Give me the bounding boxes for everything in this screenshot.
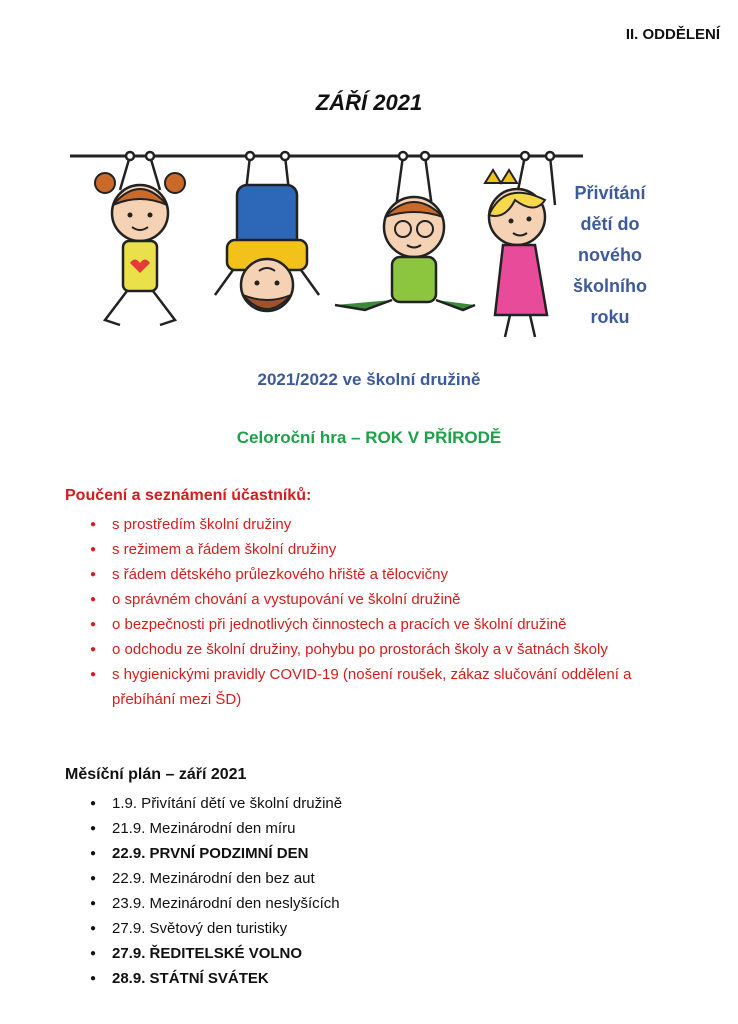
welcome-line: dětí do bbox=[580, 214, 640, 234]
welcome-line: Přivítání bbox=[574, 183, 646, 203]
instructions-list bbox=[90, 512, 650, 712]
plan-item: ● 22.9. PRVNÍ PODZIMNÍ DEN bbox=[90, 841, 650, 866]
welcome-line: školního bbox=[572, 276, 647, 296]
plan-item: ● 1.9. Přivítání dětí ve školní družině bbox=[90, 791, 650, 816]
plan-item: ● 27.9. ŘEDITELSKÉ VOLNO bbox=[90, 941, 650, 966]
monthly-plan-list bbox=[90, 791, 650, 991]
welcome-line: nového bbox=[577, 245, 642, 265]
list-item: ● o odchodu ze školní družiny, pohybu po prostorách školy a v šatnách školy bbox=[90, 637, 650, 662]
list-item: ● s hygienickými pravidly COVID-19 (nošení roušek, zákaz slučování oddělení a přebíhání mezi ŠD) bbox=[90, 662, 650, 712]
welcome-text bbox=[560, 178, 660, 333]
list-item: ● s režimem a řádem školní družiny bbox=[90, 537, 650, 562]
list-item: ● s řádem dětského průlezkového hřiště a tělocvičny bbox=[90, 562, 650, 587]
list-item: ● s prostředím školní družiny bbox=[90, 512, 650, 537]
welcome-line: roku bbox=[590, 307, 630, 327]
school-year-subtitle: 2021/2022 ve školní družině bbox=[257, 370, 481, 389]
plan-item: ● 22.9. Mezinárodní den bez aut bbox=[90, 866, 650, 891]
monthly-plan-heading: Měsíční plán – září 2021 bbox=[65, 766, 247, 783]
plan-item: ● 28.9. STÁTNÍ SVÁTEK bbox=[90, 966, 650, 991]
plan-item: ● 21.9. Mezinárodní den míru bbox=[90, 816, 650, 841]
page-title: ZÁŘÍ 2021 bbox=[315, 90, 423, 115]
instructions-heading: Poučení a seznámení účastníků: bbox=[65, 487, 312, 504]
list-item: ● o správném chování a vystupování ve školní družině bbox=[90, 587, 650, 612]
year-game-title: Celoroční hra – ROK V PŘÍRODĚ bbox=[236, 428, 502, 447]
plan-item: ● 23.9. Mezinárodní den neslyšících bbox=[90, 891, 650, 916]
children-hanging-on-bar-illustration bbox=[65, 145, 590, 345]
list-item: ● o bezpečnosti při jednotlivých činnostech a pracích ve školní družině bbox=[90, 612, 650, 637]
department-label: II. ODDĚLENÍ bbox=[625, 26, 720, 43]
plan-item: ● 27.9. Světový den turistiky bbox=[90, 916, 650, 941]
